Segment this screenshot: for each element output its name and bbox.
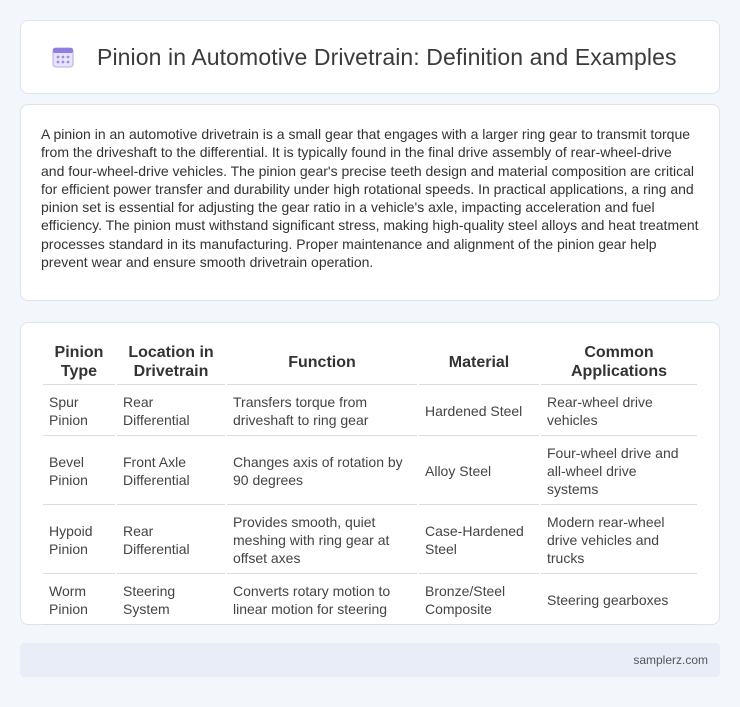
column-header: Material [419, 343, 539, 385]
table-cell: Bronze/Steel Composite [419, 576, 539, 625]
description-text: A pinion in an automotive drivetrain is a small gear that engages with a larger ring gear to transmit torque from the driveshaft to the differential. It is typically found in the final drive assembly of rear-wheel-drive and four-wheel-drive vehicles. The pinion gear's precise teeth design and material composition are critical for efficient power transfer and durability under high rotational speeds. In practical applications, a ring and pinion set is essential for adjusting the gear ratio in a vehicle's axle, impacting acceleration and fuel efficiency. The pinion must withstand significant stress, making high-quality steel alloys and heat treatment processes standard in its manufacturing. Proper maintenance and alignment of the pinion gear help prevent wear and ensure smooth drivetrain operation. [41, 126, 699, 271]
table-row [43, 438, 697, 505]
table-cell: Provides smooth, quiet meshing with ring gear at offset axes [227, 507, 417, 574]
table-cell: Steering System [117, 576, 225, 625]
table-cell: Rear Differential [117, 507, 225, 574]
table-cell: Case-Hardened Steel [419, 507, 539, 574]
footer-bar [20, 643, 720, 677]
column-header: Function [227, 343, 417, 385]
column-header: Pinion Type [43, 343, 115, 385]
column-header: Location in Drivetrain [117, 343, 225, 385]
table-row [43, 387, 697, 436]
table-cell: Spur Pinion [43, 387, 115, 436]
table-cell: Bevel Pinion [43, 438, 115, 505]
table-cell: Modern rear-wheel drive vehicles and trucks [541, 507, 697, 574]
header-card [20, 20, 720, 94]
footer-source[interactable]: samplerz.com [633, 653, 708, 667]
table-cell: Front Axle Differential [117, 438, 225, 505]
page-title: Pinion in Automotive Drivetrain: Definition and Examples [97, 43, 677, 70]
table-cell: Worm Pinion [43, 576, 115, 625]
table-cell: Alloy Steel [419, 438, 539, 505]
table-cell: Converts rotary motion to linear motion for steering [227, 576, 417, 625]
table-cell: Rear-wheel drive vehicles [541, 387, 697, 436]
calendar-icon [49, 43, 77, 71]
table-header-row [43, 343, 697, 385]
table-cell: Four-wheel drive and all-wheel drive systems [541, 438, 697, 505]
table-cell: Hardened Steel [419, 387, 539, 436]
description-card [20, 104, 720, 301]
pinion-table [41, 341, 699, 627]
table-cell: Steering gearboxes [541, 576, 697, 625]
table-row [43, 507, 697, 574]
table-card [20, 322, 720, 625]
table-cell: Rear Differential [117, 387, 225, 436]
table-cell: Transfers torque from driveshaft to ring gear [227, 387, 417, 436]
table-cell: Hypoid Pinion [43, 507, 115, 574]
table-cell: Changes axis of rotation by 90 degrees [227, 438, 417, 505]
table-row [43, 576, 697, 625]
column-header: Common Applications [541, 343, 697, 385]
